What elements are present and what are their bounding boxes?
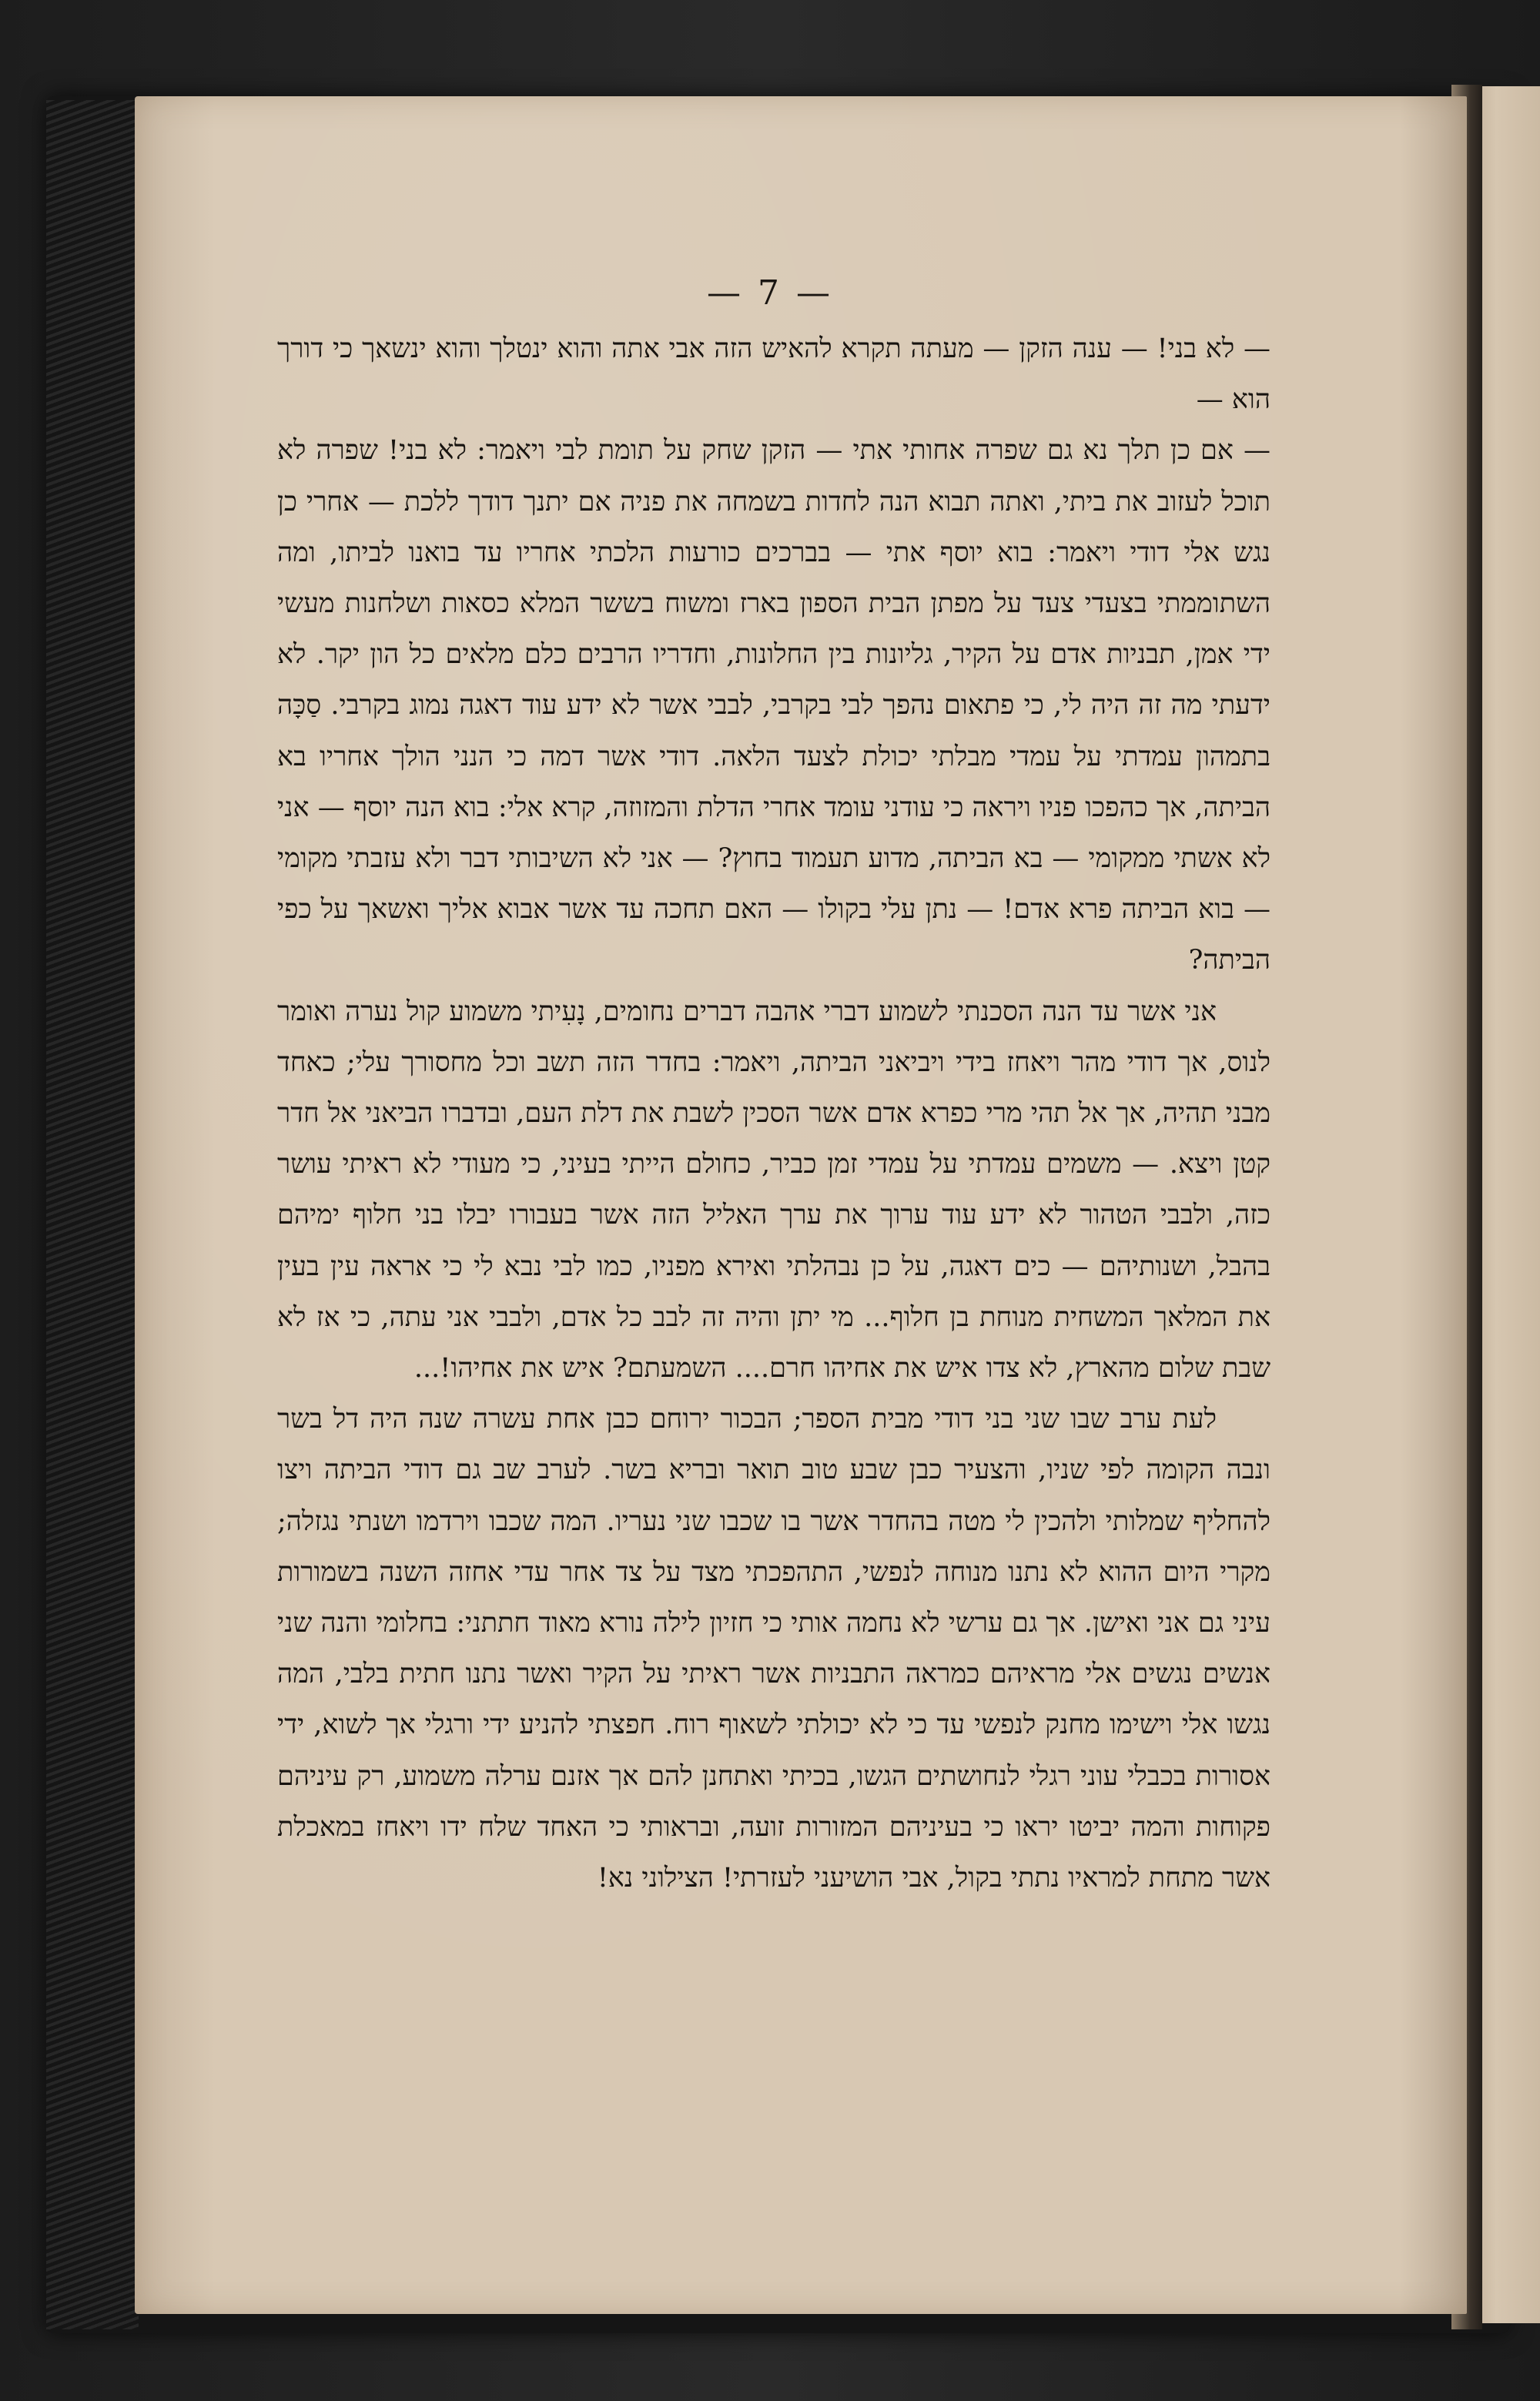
cover-binding-texture	[46, 100, 139, 2329]
paragraph: אני אשר עד הנה הסכנתי לשמוע דברי אהבה דברים נחומים, נָעִיתי משמוע קול נערה ואומר לנוס, אך דודי מהר ויאחז בידי ויביאני הביתה, ויאמר: בחדר הזה תשב וכל מחסורך עלי; כאחד מבני תהיה, אך אל תהי מרי כפרא אדם אשר הסכין לשבת את דלת העם, ובדברו הביאני אל חדר קטן ויצא. — משמים עמדתי על עמדי זמן כביר, כחולם הייתי בעיני, כי מעודי לא ראיתי עושר כזה, ולבבי הטהור לא ידע עוד ערוך את ערך האליל הזה אשר בעבורו יבלו בני חלוף ימיהם בהבל, ושנותיהם — כים דאגה, על כן נבהלתי ואירא מפניו, כמו לבי נבא לי כי אראה עין בעין את המלאך המשחית מנוחת בן חלוף... מי יתן והיה זה לבב כל אדם, ולבבי אני עתה, כי אז לא שבת שלום מהארץ, לא צדו איש את אחיהו חרם.... השמעתם? איש את אחיהו!...	[277, 996, 1270, 1385]
page-number: — 7 —	[707, 273, 833, 313]
paragraph: — לא בני! — ענה הזקן — מעתה תקרא להאיש הזה אבי אתה והוא ינטלך והוא ינשאך כי דורך הוא —	[277, 333, 1270, 416]
paragraph: — אם כן תלך נא גם שפרה אחותי אתי — הזקן שחק על תומת לבי ויאמר: לא בני! שפרה לא תוכל לעזוב את ביתי, ואתה תבוא הנה לחדות בשמחה את פניה אם יתנך דודך ללכת — אחרי כן נגש אלי דודי ויאמר: בוא יוסף אתי — בברכים כורעות הלכתי אחריו עד בואנו לביתו, ומה השתוממתי בצעדי צעד על מפתן הבית הספון בארז ומשוח בששר המלא כסאות ושלחנות מעשי ידי אמן, תבניות אדם על הקיר, גליונות בין החלונות, וחדריו הרבים כלם מלאים כל הון יקר. לא ידעתי מה זה היה לי, כי פתאום נהפך לבי בקרבי, לבבי אשר לא ידע עוד דאגה נמוג בקרבי. סַכָּה בתמהון עמדתי על עמדי מבלתי יכולת לצעד הלאה. דודי אשר דמה כי הנני הולך אחריו בא הביתה, אך כהפכו פניו ויראה כי עודני עומד אחרי הדלת והמזוזה, קרא אלי: בוא הנה יוסף — אני לא אשתי ממקומי — בא הביתה, מדוע תעמוד בחוץ? — אני לא השיבותי דבר ולא עזבתי מקומי — בוא הביתה פרא אדם! — נתן עלי בקולו — האם תחכה עד אשר אבוא אליך ואשאך על כפי הביתה?	[277, 435, 1270, 976]
page-body-text	[277, 323, 1270, 2118]
paragraph: לעת ערב שבו שני בני דודי מבית הספר; הבכור ירוחם כבן אחת עשרה שנה היה דל בשר ונבה הקומה לפי שניו, והצעיר כבן שבע טוב תואר ובריא בשר. לערב שב גם דודי הביתה ויצו להחליף שמלותי ולהכין לי מטה בהחדר אשר בו שכבו שני נעריו. המה שכבו וירדמו ושנתי נגזלה; מקרי היום ההוא לא נתנו מנוחה לנפשי, התהפכתי מצד על צד אחר עדי אחזה השנה בשמורות עיני גם אני ואישן. אך גם ערשי לא נחמה אותי כי חזיון לילה נורא מאוד חתתני: בחלומי והנה שני אנשים נגשים אלי מראיהם כמראה התבניות אשר ראיתי על הקיר ואשר נתנו חתית בלבי, המה נגשו אלי וישימו מחנק לנפשי עד כי לא יכולתי לשאוף רוח. חפצתי להניע ידי ורגלי אך לשוא, ידי אסורות בכבלי עוני רגלי לנחושתים הגשו, בכיתי ואתחנן להם אך אזנם ערלה משמוע, רק עיניהם פקוחות והמה יביטו יראו כי בעיניהם המזורות זועה, ובראותי כי האחד שלח ידו ויאחז במאכלת אשר מתחת למראיו נתתי בקול, אבי הושיעני לעזרתי! הצילוני נא!	[277, 1404, 1270, 1894]
